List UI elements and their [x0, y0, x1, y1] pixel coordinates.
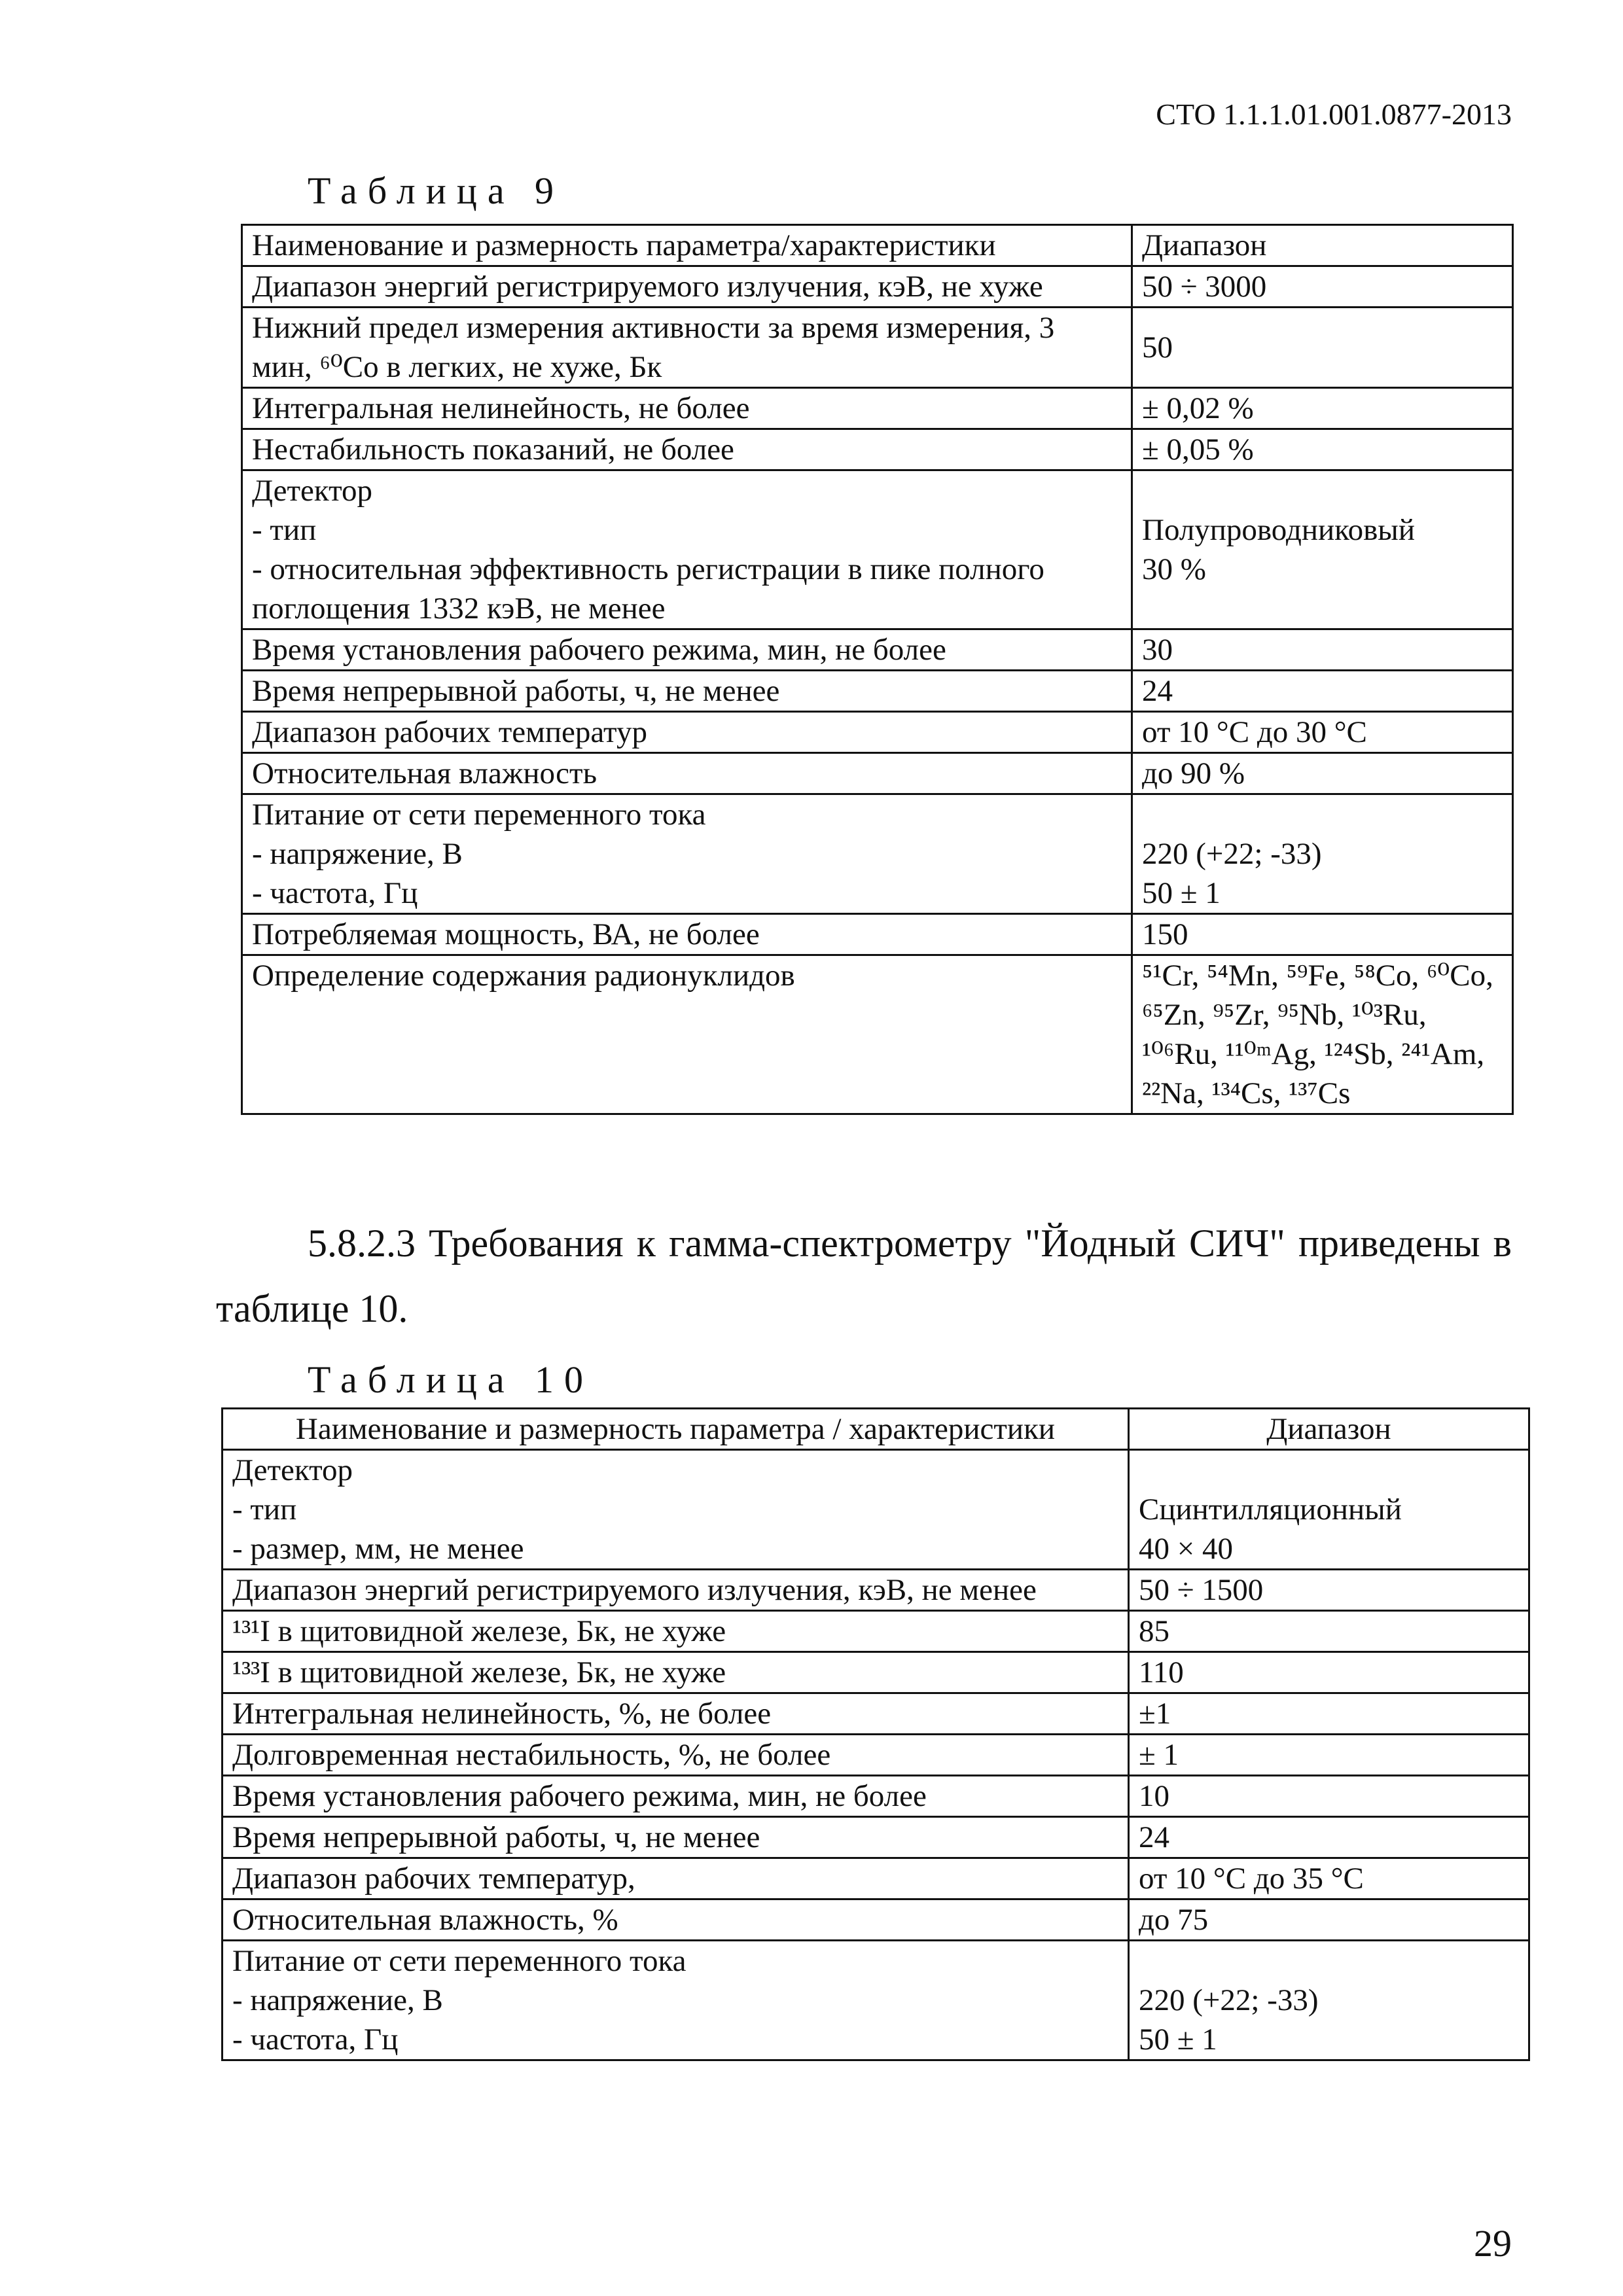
table-row [223, 1652, 1529, 1693]
value-line: 220 (+22; -33) [1139, 1983, 1319, 2017]
parameter-line: Диапазон энергий регистрируемого излучения, кэВ, не хуже [252, 270, 1043, 304]
value-line: 50 ÷ 3000 [1142, 270, 1267, 304]
value-line: 110 [1139, 1655, 1184, 1689]
parameter-line: Питание от сети переменного тока [232, 1944, 687, 1978]
header-cell-range: Диапазон [1132, 225, 1513, 266]
value-cell [1129, 1817, 1529, 1858]
parameter-line: ¹³¹I в щитовидной железе, Бк, не хуже [232, 1614, 726, 1648]
table-row [223, 1735, 1529, 1776]
value-cell [1132, 671, 1513, 712]
parameter-cell [242, 470, 1132, 629]
parameter-cell [242, 308, 1132, 388]
parameter-line: Нижний предел измерения активности за время измерения, 3 мин, ⁶⁰Co в легких, не хуже, Бк [252, 311, 1055, 384]
parameter-line: - напряжение, В [252, 837, 463, 871]
value-line: 220 (+22; -33) [1142, 837, 1322, 871]
parameter-line: Диапазон рабочих температур, [232, 1862, 635, 1896]
parameter-line: - тип [252, 513, 317, 547]
table-row [242, 955, 1513, 1114]
paragraph-continuation: таблице 10. [216, 1287, 408, 1330]
value-line: 85 [1139, 1614, 1169, 1648]
parameter-line: Детектор [252, 474, 373, 508]
value-line: ± 0,05 % [1142, 433, 1254, 467]
value-cell [1129, 1776, 1529, 1817]
value-cell [1129, 1570, 1529, 1611]
value-line: 50 ± 1 [1142, 876, 1221, 910]
table-row [223, 1611, 1529, 1652]
table-row [242, 266, 1513, 308]
value-cell [1129, 1899, 1529, 1941]
table-10-caption: Таблица 10 [308, 1358, 594, 1401]
value-cell [1132, 955, 1513, 1114]
value-line: 50 ÷ 1500 [1139, 1573, 1264, 1607]
parameter-line: - частота, Гц [252, 876, 418, 910]
parameter-cell [223, 1817, 1129, 1858]
parameter-cell [242, 794, 1132, 914]
value-line: 30 % [1142, 552, 1206, 586]
value-line: до 90 % [1142, 756, 1245, 790]
table-row [223, 1899, 1529, 1941]
table-9-caption: Таблица 9 [308, 169, 565, 212]
parameter-cell [223, 1858, 1129, 1899]
parameter-line: Долговременная нестабильность, %, не более [232, 1738, 831, 1772]
parameter-line: - размер, мм, не менее [232, 1532, 524, 1566]
page-number: 29 [1474, 2222, 1512, 2265]
table-row [242, 794, 1513, 914]
table-row [242, 712, 1513, 753]
parameter-line: Нестабильность показаний, не более [252, 433, 734, 467]
parameter-line: Диапазон энергий регистрируемого излучения, кэВ, не менее [232, 1573, 1037, 1607]
table-header-row [223, 1409, 1529, 1450]
parameter-cell [223, 1899, 1129, 1941]
spacer [1142, 471, 1503, 510]
value-line: ±1 [1139, 1697, 1171, 1731]
value-cell [1132, 712, 1513, 753]
value-line: Полупроводниковый [1142, 513, 1416, 547]
table-9 [241, 224, 1514, 1115]
table-10 [221, 1407, 1530, 2061]
parameter-line: Интегральная нелинейность, %, не более [232, 1697, 772, 1731]
parameter-line: - относительная эффективность регистрации в пике полного поглощения 1332 кэВ, не менее [252, 552, 1044, 626]
table-row [223, 1858, 1529, 1899]
parameter-line: Диапазон рабочих температур [252, 715, 647, 749]
value-cell [1129, 1652, 1529, 1693]
value-line: ± 1 [1139, 1738, 1179, 1772]
value-cell [1132, 308, 1513, 388]
value-line: 24 [1139, 1820, 1169, 1854]
value-line: ⁵¹Cr, ⁵⁴Mn, ⁵⁹Fe, ⁵⁸Co, ⁶⁰Co, ⁶⁵Zn, ⁹⁵Zr, ⁹⁵Nb, ¹⁰³Ru, ¹⁰⁶Ru, ¹¹⁰ᵐAg, ¹²⁴Sb, ²⁴¹Am, ²²Na, ¹³⁴Cs, ¹³⁷Cs [1142, 959, 1493, 1110]
parameter-cell [242, 388, 1132, 429]
value-line: Сцинтилляционный [1139, 1492, 1402, 1527]
table-row [223, 1693, 1529, 1735]
parameter-line: Потребляемая мощность, ВА, не более [252, 917, 760, 951]
value-cell [1129, 1611, 1529, 1652]
parameter-cell [223, 1735, 1129, 1776]
table-row [242, 914, 1513, 955]
parameter-line: - напряжение, В [232, 1983, 443, 2017]
table-row [242, 629, 1513, 671]
parameter-cell [242, 712, 1132, 753]
parameter-line: Интегральная нелинейность, не более [252, 391, 750, 425]
parameter-line: Относительная влажность, % [232, 1903, 618, 1937]
value-line: от 10 °С до 30 °С [1142, 715, 1367, 749]
parameter-cell [223, 1941, 1129, 2060]
parameter-cell [242, 753, 1132, 794]
table-10-body [223, 1450, 1529, 2060]
value-line: 50 ± 1 [1139, 2022, 1217, 2057]
parameter-line: - частота, Гц [232, 2022, 399, 2057]
spacer [1142, 795, 1503, 834]
value-cell [1132, 753, 1513, 794]
parameter-cell [242, 914, 1132, 955]
parameter-line: Время непрерывной работы, ч, не менее [232, 1820, 760, 1854]
value-cell [1132, 794, 1513, 914]
parameter-line: Время непрерывной работы, ч, не менее [252, 674, 780, 708]
parameter-line: Относительная влажность [252, 756, 597, 790]
parameter-cell [223, 1693, 1129, 1735]
table-header-row [242, 225, 1513, 266]
parameter-line: Время установления рабочего режима, мин, не более [232, 1779, 927, 1813]
parameter-line: - тип [232, 1492, 297, 1527]
value-line: 50 [1142, 330, 1173, 364]
table-row [223, 1941, 1529, 2060]
header-cell-range: Диапазон [1129, 1409, 1529, 1450]
header-cell-parameter: Наименование и размерность параметра / характеристики [223, 1409, 1129, 1450]
value-cell [1129, 1450, 1529, 1570]
value-cell [1132, 470, 1513, 629]
value-line: 10 [1139, 1779, 1169, 1813]
table-row [242, 388, 1513, 429]
table-row [242, 429, 1513, 470]
parameter-cell [223, 1611, 1129, 1652]
header-cell-parameter: Наименование и размерность параметра/характеристики [242, 225, 1132, 266]
value-cell [1132, 429, 1513, 470]
value-line: 40 × 40 [1139, 1532, 1234, 1566]
parameter-cell [242, 266, 1132, 308]
table-row [223, 1450, 1529, 1570]
value-line: 24 [1142, 674, 1173, 708]
table-row [223, 1570, 1529, 1611]
paragraph-5-8-2-3: 5.8.2.3 Требования к гамма-спектрометру "Йодный СИЧ" приведены в [308, 1222, 1512, 1265]
parameter-line: Питание от сети переменного тока [252, 798, 706, 832]
table-row [223, 1817, 1529, 1858]
value-cell [1129, 1735, 1529, 1776]
table-row [242, 753, 1513, 794]
parameter-cell [223, 1776, 1129, 1817]
table-row [223, 1776, 1529, 1817]
parameter-cell [242, 429, 1132, 470]
value-line: от 10 °С до 35 °С [1139, 1862, 1364, 1896]
value-line: до 75 [1139, 1903, 1209, 1937]
parameter-line: Детектор [232, 1453, 353, 1487]
table-9-body [242, 266, 1513, 1114]
parameter-line: Определение содержания радионуклидов [252, 959, 795, 993]
parameter-cell [242, 671, 1132, 712]
parameter-cell [242, 955, 1132, 1114]
value-cell [1129, 1693, 1529, 1735]
value-line: 150 [1142, 917, 1188, 951]
parameter-line: ¹³³I в щитовидной железе, Бк, не хуже [232, 1655, 726, 1689]
value-line: ± 0,02 % [1142, 391, 1254, 425]
value-cell [1129, 1858, 1529, 1899]
spacer [1139, 1451, 1519, 1490]
spacer [1139, 1941, 1519, 1981]
parameter-cell [223, 1570, 1129, 1611]
parameter-cell [242, 629, 1132, 671]
value-cell [1132, 629, 1513, 671]
value-cell [1132, 914, 1513, 955]
value-line: 30 [1142, 633, 1173, 667]
value-cell [1132, 266, 1513, 308]
table-row [242, 671, 1513, 712]
parameter-cell [223, 1450, 1129, 1570]
parameter-cell [223, 1652, 1129, 1693]
table-row [242, 308, 1513, 388]
value-cell [1129, 1941, 1529, 2060]
parameter-line: Время установления рабочего режима, мин, не более [252, 633, 946, 667]
document-code: СТО 1.1.1.01.001.0877-2013 [1156, 97, 1512, 131]
table-row [242, 470, 1513, 629]
value-cell [1132, 388, 1513, 429]
